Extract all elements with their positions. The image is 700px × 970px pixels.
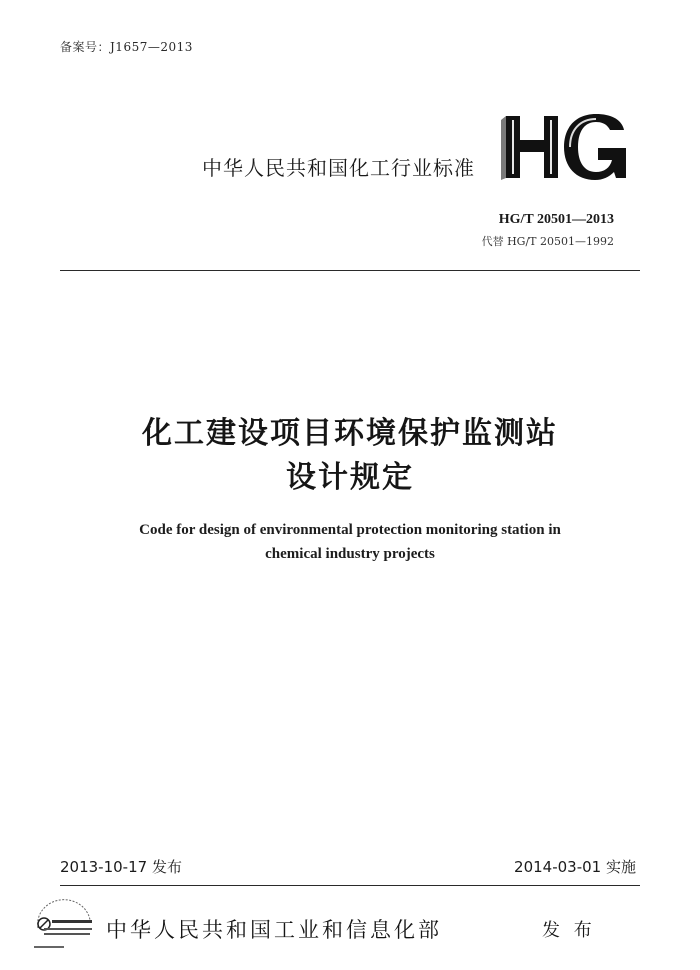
logo-letter-g: [564, 114, 626, 180]
bottom-divider: [60, 885, 640, 886]
publisher-name: 中华人民共和国工业和信息化部: [106, 918, 442, 942]
hg-logo-icon: [500, 112, 630, 182]
publish-label: 发 布: [542, 920, 596, 941]
issue-date: 2013-10-17 发布: [60, 858, 182, 876]
filing-number: 备案号：J1657—2013: [60, 40, 193, 54]
top-divider: [60, 270, 640, 271]
logo-letter-h: [501, 116, 558, 180]
standard-number: HG/T 20501—2013: [498, 212, 614, 227]
title-chinese-line-1: 化工建设项目环境保护监测站: [142, 416, 558, 451]
title-english-line-1: Code for design of environmental protection monitoring station in: [139, 522, 561, 538]
effective-date: 2014-03-01 实施: [514, 858, 636, 876]
title-english-line-2: chemical industry projects: [265, 546, 435, 562]
industry-standard-title: 中华人民共和国化工行业标准: [202, 156, 475, 180]
replaced-standard: 代替 HG/T 20501—1992: [481, 235, 614, 248]
title-chinese-line-2: 设计规定: [286, 460, 414, 495]
anti-counterfeit-seal-icon: [30, 898, 100, 958]
